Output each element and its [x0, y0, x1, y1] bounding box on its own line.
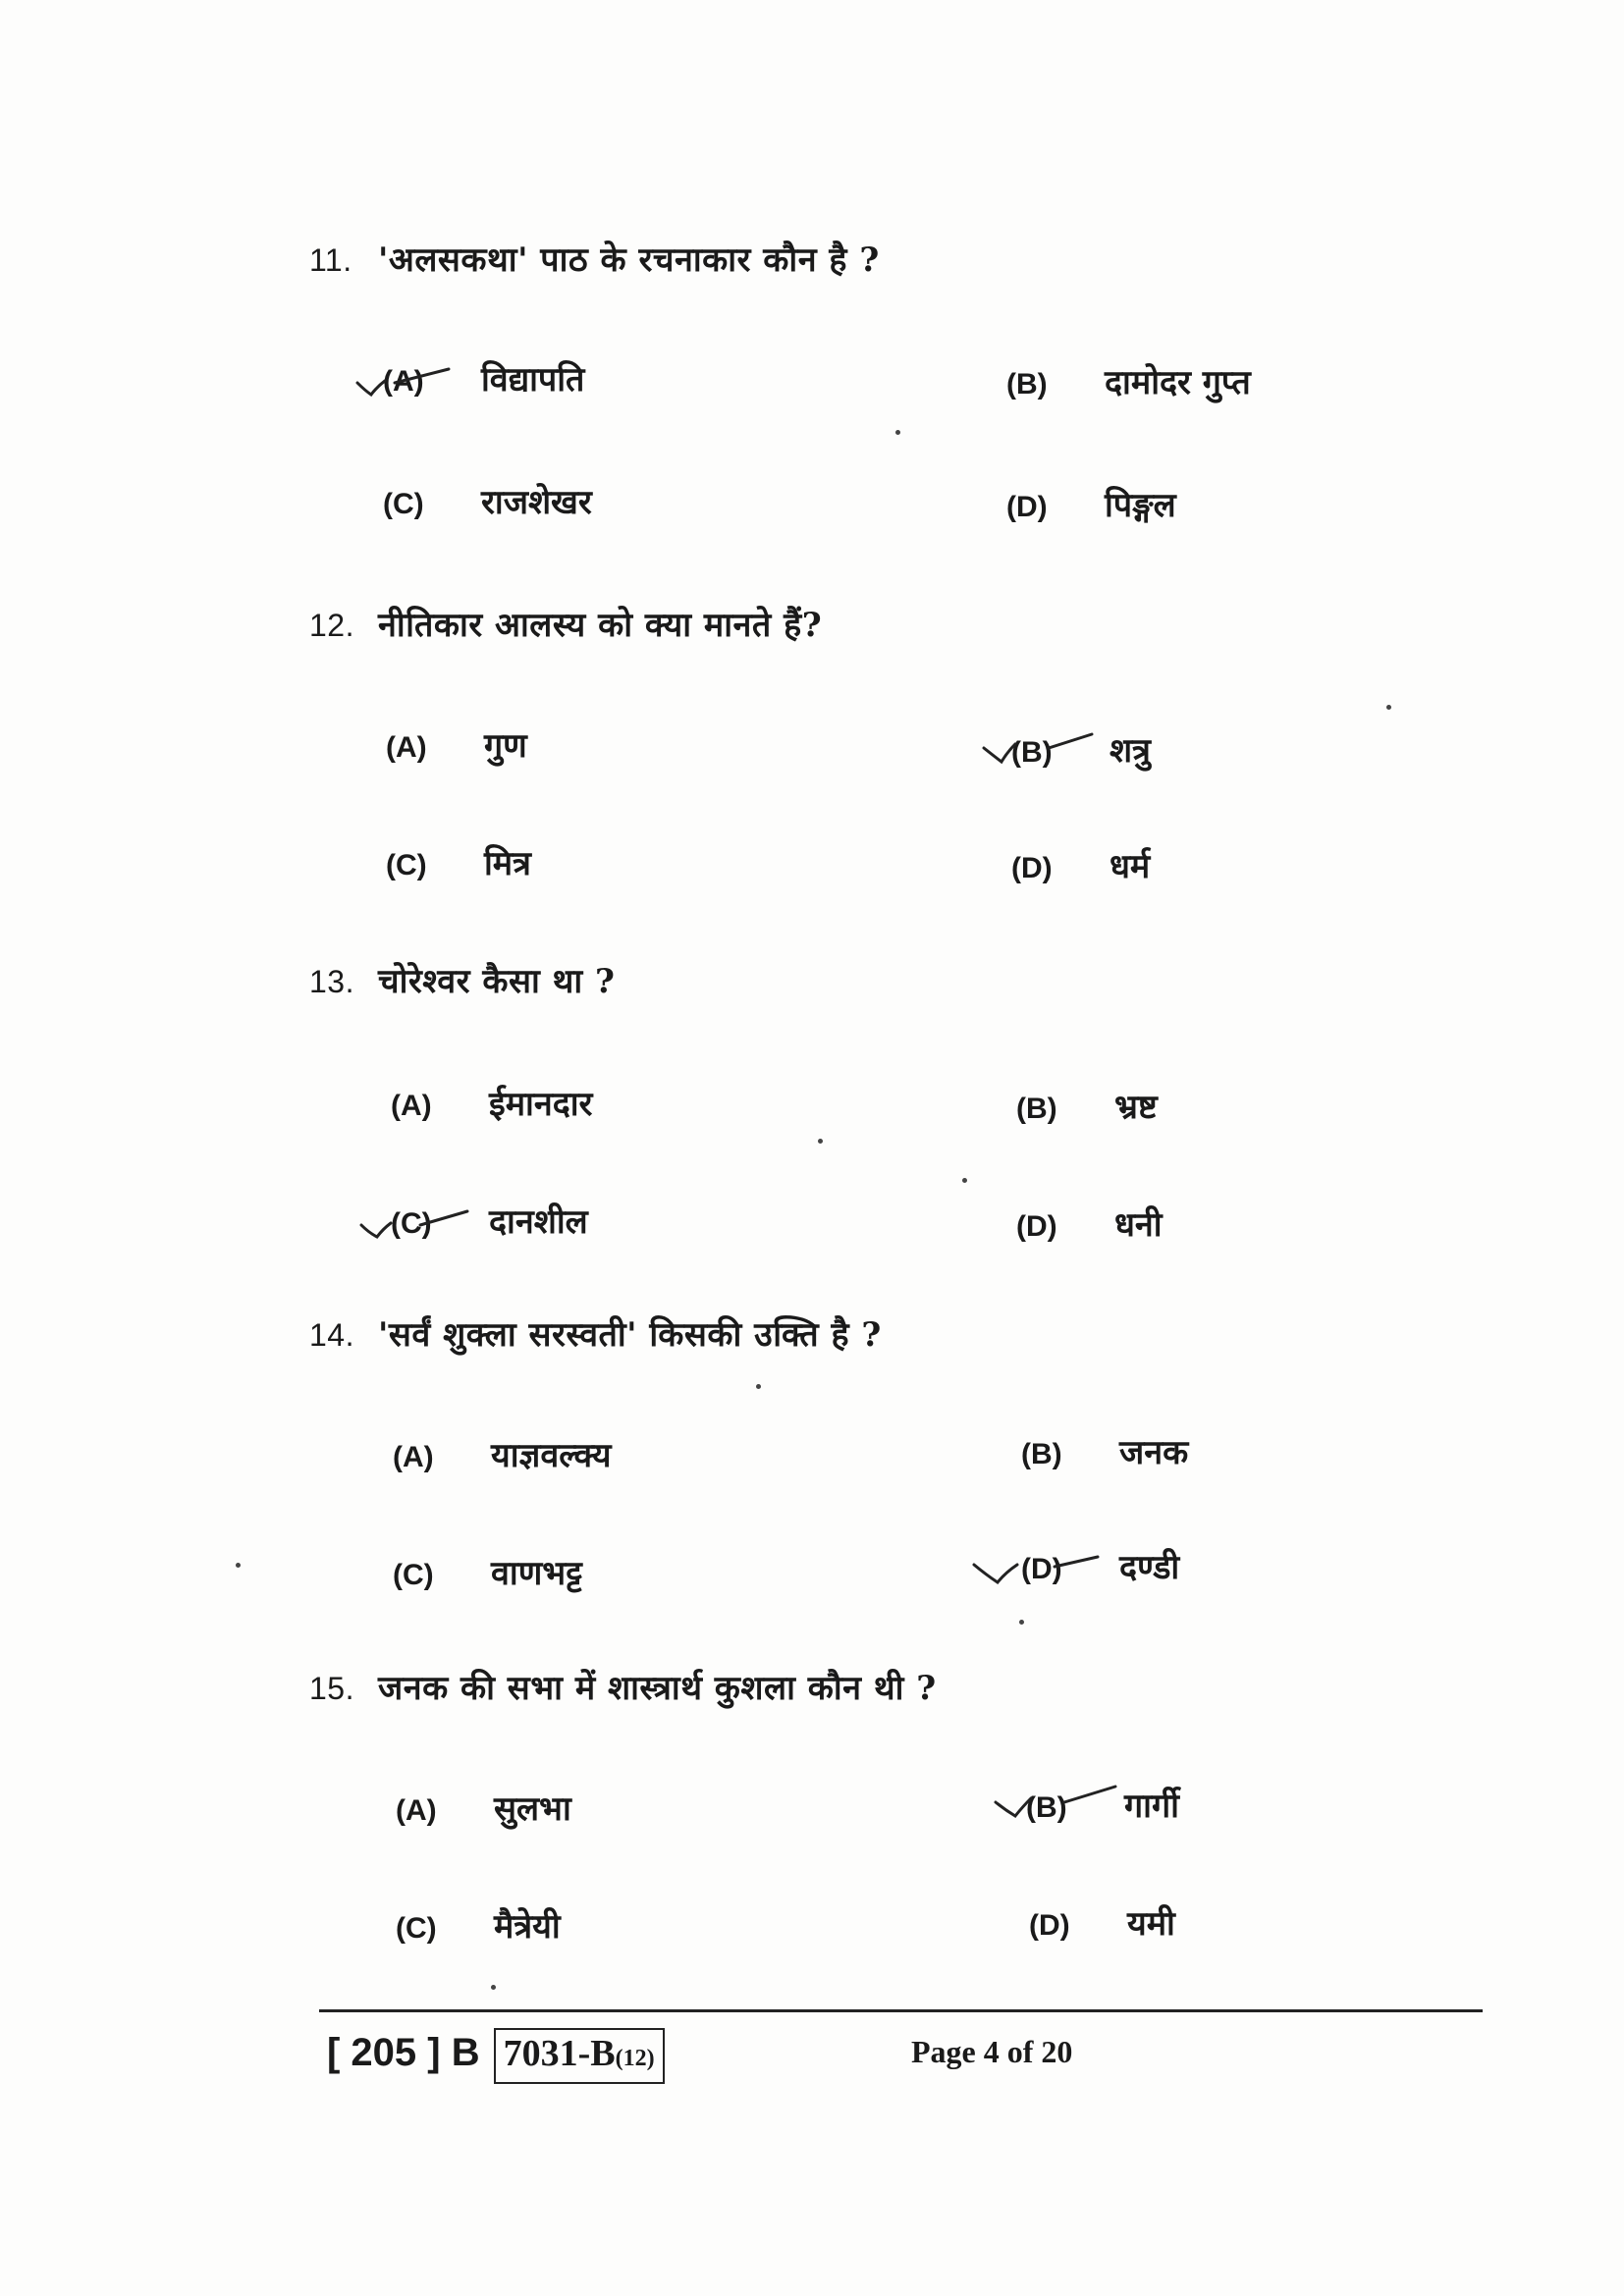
option-text: धर्म [1110, 847, 1151, 886]
option-text: वाणभट्ट [491, 1554, 582, 1593]
option-text: धनी [1114, 1205, 1163, 1245]
scan-speck [1386, 705, 1391, 710]
option-letter: (C) [391, 1207, 432, 1240]
option-text: याज्ञवल्क्य [491, 1436, 612, 1475]
option-12-d [1011, 842, 1150, 887]
tick-mark-icon [982, 730, 1119, 770]
option-letter: (B) [1006, 368, 1048, 400]
option-letter: (B) [1026, 1791, 1067, 1824]
option-text: विद्यापति [481, 360, 585, 400]
option-text: यमी [1127, 1904, 1175, 1944]
scan-speck [962, 1178, 967, 1183]
paper-code-box [494, 2028, 665, 2084]
scan-speck [491, 1985, 496, 1990]
scan-speck [818, 1139, 823, 1144]
option-letter: (C) [383, 488, 424, 520]
option-letter: (A) [386, 731, 427, 764]
footer-divider [319, 2009, 1483, 2012]
option-letter: (D) [1016, 1210, 1057, 1243]
option-letter: (C) [396, 1912, 437, 1945]
option-13-b [1016, 1083, 1158, 1128]
option-15-d [1029, 1899, 1175, 1945]
scan-speck [236, 1563, 241, 1568]
question-13 [309, 957, 615, 1002]
option-14-a [393, 1431, 611, 1476]
option-text: मित्र [484, 844, 531, 883]
question-text: 'अलसकथा' पाठ के रचनाकार कौन है ? [378, 240, 880, 280]
question-14 [309, 1310, 882, 1356]
tick-mark-icon [972, 1551, 1110, 1590]
scan-speck [756, 1384, 761, 1389]
option-text: ईमानदार [489, 1085, 593, 1124]
option-letter: (D) [1011, 852, 1053, 884]
option-text: दानशील [489, 1202, 588, 1242]
question-text: नीतिकार आलस्य को क्या मानते हैं? [378, 606, 823, 645]
option-11-c [383, 478, 592, 523]
option-text: सुलभा [494, 1789, 571, 1829]
option-11-b [1006, 358, 1251, 403]
question-text: जनक की सभा में शास्त्रार्थ कुशला कौन थी ? [378, 1669, 937, 1708]
tick-mark-icon [359, 1203, 497, 1243]
option-letter: (A) [393, 1441, 434, 1473]
option-text: पिङ्गल [1105, 486, 1176, 525]
tick-mark-icon [994, 1785, 1131, 1824]
option-text: गार्गी [1124, 1787, 1179, 1826]
tick-mark-icon [355, 361, 493, 400]
question-12 [309, 601, 822, 646]
scan-speck [1019, 1620, 1024, 1625]
option-letter: (B) [1021, 1438, 1062, 1470]
option-letter: (C) [393, 1559, 434, 1591]
option-15-c [396, 1902, 561, 1948]
option-text: गुण [484, 726, 527, 766]
option-letter: (A) [391, 1090, 432, 1122]
option-13-d [1016, 1201, 1163, 1246]
question-11 [309, 236, 880, 281]
option-15-a [396, 1785, 571, 1830]
option-letter: (B) [1016, 1093, 1057, 1125]
option-text: दामोदर गुप्त [1105, 363, 1251, 402]
option-letter: (A) [383, 365, 424, 398]
option-11-d [1006, 481, 1176, 526]
option-text: मैत्रेयी [494, 1907, 561, 1947]
option-text: दण्डी [1119, 1548, 1180, 1587]
option-text: जनक [1119, 1433, 1189, 1472]
question-text: चोरेश्वर कैसा था ? [378, 962, 616, 1001]
question-number: 13. [309, 964, 354, 999]
question-15 [309, 1664, 937, 1709]
question-number: 15. [309, 1671, 354, 1706]
question-text: 'सर्वं शुक्ला सरस्वती' किसकी उक्ति है ? [378, 1315, 882, 1355]
question-number: 11. [309, 242, 352, 278]
footer-paper-info [319, 2028, 665, 2084]
option-letter: (A) [396, 1794, 437, 1827]
page-number: Page 4 of 20 [911, 2034, 1073, 2069]
question-number: 14. [309, 1317, 354, 1353]
paper-number: [ 205 ] B [327, 2031, 480, 2074]
paper-code: 7031-B [503, 2033, 616, 2074]
option-letter: (D) [1021, 1553, 1062, 1585]
option-12-c [386, 839, 531, 884]
option-14-b [1021, 1428, 1188, 1473]
paper-code-suffix: (12) [615, 2046, 655, 2071]
option-letter: (B) [1011, 736, 1053, 769]
option-text: भ्रष्ट [1114, 1088, 1158, 1127]
option-text: राजशेखर [481, 483, 592, 522]
scan-speck [895, 430, 900, 435]
option-letter: (D) [1006, 491, 1048, 523]
question-number: 12. [309, 608, 354, 643]
option-14-c [393, 1549, 582, 1594]
option-text: शत्रु [1110, 731, 1151, 771]
option-13-a [391, 1080, 592, 1125]
option-12-a [386, 721, 527, 767]
option-letter: (D) [1029, 1909, 1070, 1942]
option-letter: (C) [386, 849, 427, 881]
